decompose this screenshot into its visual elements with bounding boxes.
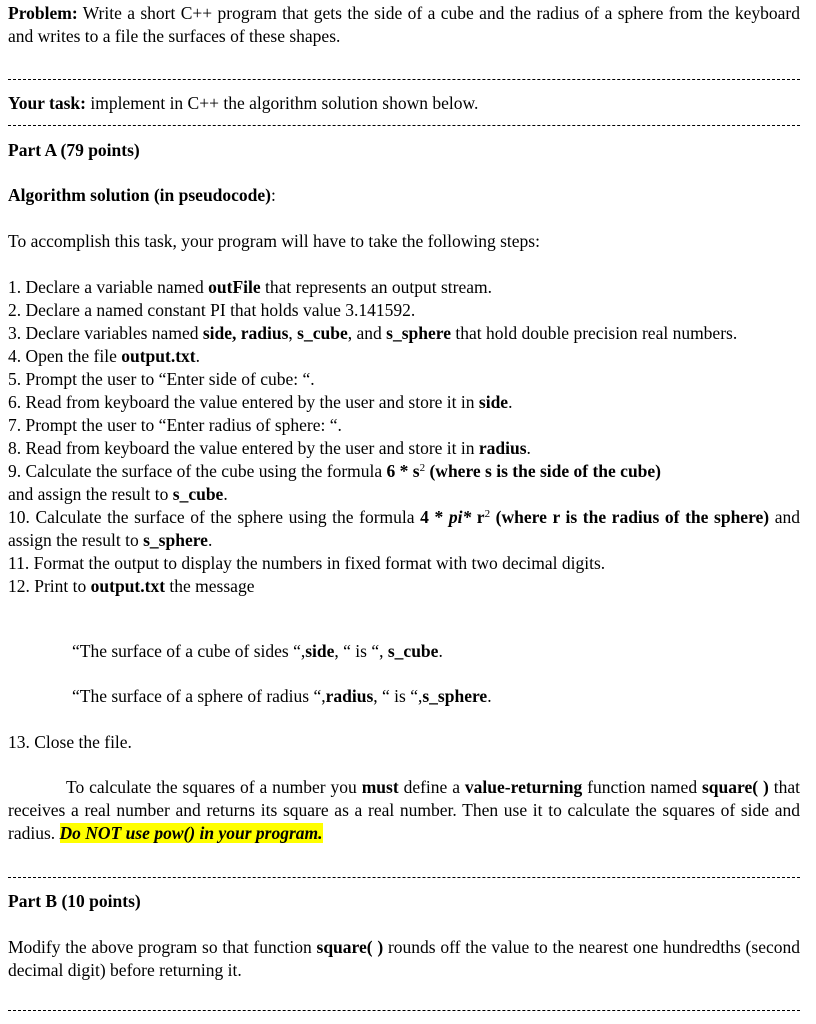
no-pow-warning: Do NOT use pow() in your program. [59,823,323,843]
algorithm-intro-text: To accomplish this task, your program will have to take the following steps: [8,231,540,251]
divider-1 [8,79,800,80]
step-2: 2. Declare a named constant PI that holds value 3.141592. [8,300,416,320]
task-label: Your task: [8,93,86,113]
divider-4 [8,1010,800,1011]
algorithm-intro [8,230,800,253]
square-function-note: To calculate the squares of a number you must define a value-returning function named square( ) that receives a real number and returns its square as a real number. Then use it to calculate the squares of side and radius. Do NOT use pow() in your program. [8,777,800,843]
step-1: 1. Declare a variable named outFile that represents an output stream. [8,277,492,297]
step-7: 7. Prompt the user to “Enter radius of sphere: “. [8,415,342,435]
step-9: 9. Calculate the surface of the cube using the formula $6 * s^2$ (where s is the side of the cube) and assign the result to s_cube. [8,461,662,504]
step-3: 3. Declare variables named side, radius, s_cube, and s_sphere that hold double precision real numbers. [8,323,738,343]
algorithm-heading-text: Algorithm solution (in pseudocode) [8,185,272,205]
divider-3 [8,877,800,878]
step-5: 5. Prompt the user to “Enter side of cube: “. [8,369,315,389]
step-4: 4. Open the file output.txt. [8,346,200,366]
divider-2 [8,125,800,126]
step-8: 8. Read from keyboard the value entered by the user and store it in radius. [8,438,531,458]
part-a-heading-text: Part A (79 points) [8,140,140,160]
part-b-text: Modify the above program so that function square( ) rounds off the value to the nearest one hundredths (second decimal digit) before returning it. [8,937,800,980]
step-12: 12. Print to output.txt the message [8,576,255,596]
algorithm-heading [8,184,800,207]
step-10: 10. Calculate the surface of the sphere using the formula 4 * pi* $r^2$ (where r is the radius of the sphere) and assign the result to s_sphere. [8,507,800,550]
part-b-heading-text: Part B (10 points) [8,891,141,911]
step-6: 6. Read from keyboard the value entered by the user and store it in side. [8,392,513,412]
part-b-heading [8,890,800,913]
message-cube: “The surface of a cube of sides “,side, “ is “, s_cube. [72,641,443,661]
problem-label: Problem: [8,3,78,23]
task-statement [8,92,800,115]
problem-statement [8,2,800,48]
task-text: implement in C++ the algorithm solution shown below. [90,93,479,113]
steps-list [8,276,800,598]
step-13: 13. Close the file. [8,732,132,752]
algorithm-heading-colon: : [271,185,276,205]
part-a-heading [8,139,800,162]
problem-text: Write a short C++ program that gets the side of a cube and the radius of a sphere from the keyboard and writes to a file the surfaces of these shapes. [8,3,801,46]
message-sphere: “The surface of a sphere of radius “,radius, “ is “,s_sphere. [72,686,492,706]
step-11: 11. Format the output to display the numbers in fixed format with two decimal digits. [8,553,606,573]
